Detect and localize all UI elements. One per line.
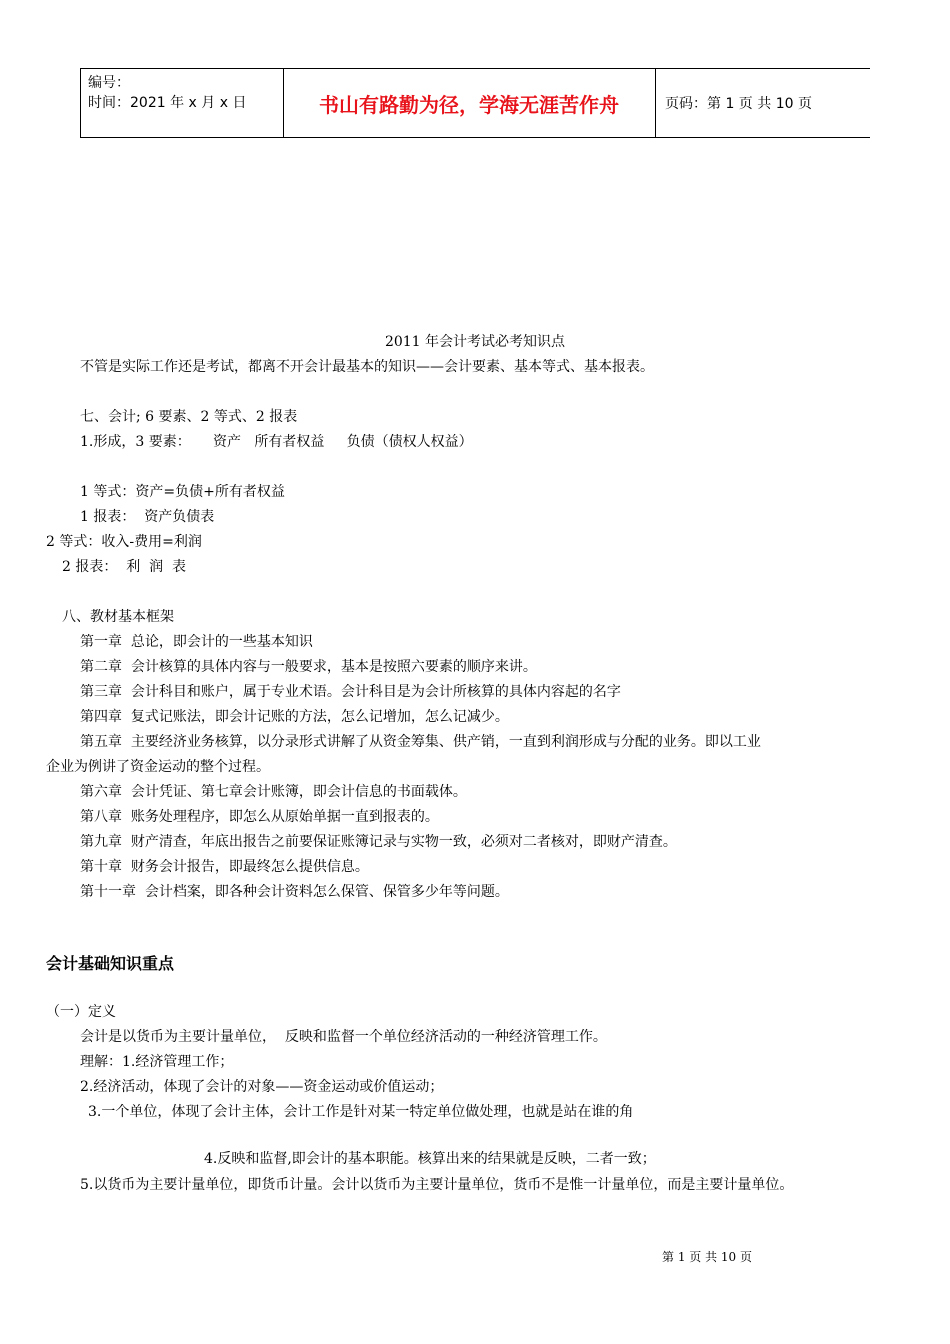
- section7-heading: 七、会计; 6 要素、2 等式、2 报表: [80, 409, 298, 425]
- header-page-info: 页码：第 1 页 共 10 页: [665, 96, 812, 112]
- subsection-heading: （一）定义: [46, 1004, 116, 1020]
- section7-line: 1 等式：资产=负债+所有者权益: [80, 484, 285, 500]
- chapter-line: 第三章 会计科目和账户，属于专业术语。会计科目是为会计所核算的具体内容起的名字: [80, 684, 621, 700]
- chapter-line: 第十章 财务会计报告，即最终怎么提供信息。: [80, 859, 369, 875]
- section7-line: 1 报表： 资产负债表: [80, 509, 215, 525]
- understanding-line: 4.反映和监督,即会计的基本职能。核算出来的结果就是反映，二者一致；: [204, 1151, 656, 1167]
- chapter-line: 第六章 会计凭证、第七章会计账簿，即会计信息的书面载体。: [80, 784, 467, 800]
- understanding-line: 3.一个单位，体现了会计主体，会计工作是针对某一特定单位做处理，也就是站在谁的角: [88, 1104, 634, 1120]
- page-footer: 第 1 页 共 10 页: [662, 1250, 752, 1264]
- header-motto: 书山有路勤为径，学海无涯苦作舟: [319, 93, 619, 117]
- section7-line: 1.形成，3 要素： 资产 所有者权益 负债（债权人权益）: [80, 434, 473, 450]
- understanding-line: 2.经济活动，体现了会计的对象——资金运动或价值运动；: [80, 1079, 444, 1095]
- understanding-line: 5.以货币为主要计量单位，即货币计量。会计以货币为主要计量单位，货币不是惟一计量单位，而是主要计量单位。: [80, 1177, 794, 1193]
- chapter-line: 第九章 财产清查，年底出报告之前要保证账簿记录与实物一致，必须对二者核对，即财产清查。: [80, 834, 677, 850]
- header-divider: [80, 69, 81, 137]
- definition-paragraph: 会计是以货币为主要计量单位， 反映和监督一个单位经济活动的一种经济管理工作。: [80, 1029, 607, 1045]
- chapter-line: 企业为例讲了资金运动的整个过程。: [46, 759, 270, 775]
- chapter-line: 第二章 会计核算的具体内容与一般要求，基本是按照六要素的顺序来讲。: [80, 659, 537, 675]
- chapter-line: 第五章 主要经济业务核算，以分录形式讲解了从资金筹集、供产销，一直到利润形成与分配的业务。即以工业: [80, 734, 761, 750]
- section8-heading: 八、教材基本框架: [62, 609, 174, 625]
- time-label: 时间：2021 年 x 月 x 日: [88, 95, 247, 111]
- intro-paragraph: 不管是实际工作还是考试，都离不开会计最基本的知识——会计要素、基本等式、基本报表。: [80, 359, 654, 375]
- chapter-line: 第八章 账务处理程序，即怎么从原始单据一直到报表的。: [80, 809, 439, 825]
- section-heading: 会计基础知识重点: [46, 954, 175, 973]
- section7-line: 2 等式：收入-费用=利润: [46, 534, 202, 550]
- chapter-line: 第十一章 会计档案，即各种会计资料怎么保管、保管多少年等问题。: [80, 884, 509, 900]
- document-header: [80, 68, 870, 138]
- understanding-line: 理解：1.经济管理工作；: [80, 1054, 234, 1070]
- header-divider: [655, 69, 656, 137]
- chapter-line: 第一章 总论，即会计的一些基本知识: [80, 634, 313, 650]
- document-title: 2011 年会计考试必考知识点: [384, 334, 566, 350]
- header-meta: [88, 73, 246, 113]
- code-label: 编号：: [88, 75, 130, 91]
- chapter-line: 第四章 复式记账法，即会计记账的方法，怎么记增加，怎么记减少。: [80, 709, 509, 725]
- section7-line: 2 报表： 利 润 表: [62, 559, 187, 575]
